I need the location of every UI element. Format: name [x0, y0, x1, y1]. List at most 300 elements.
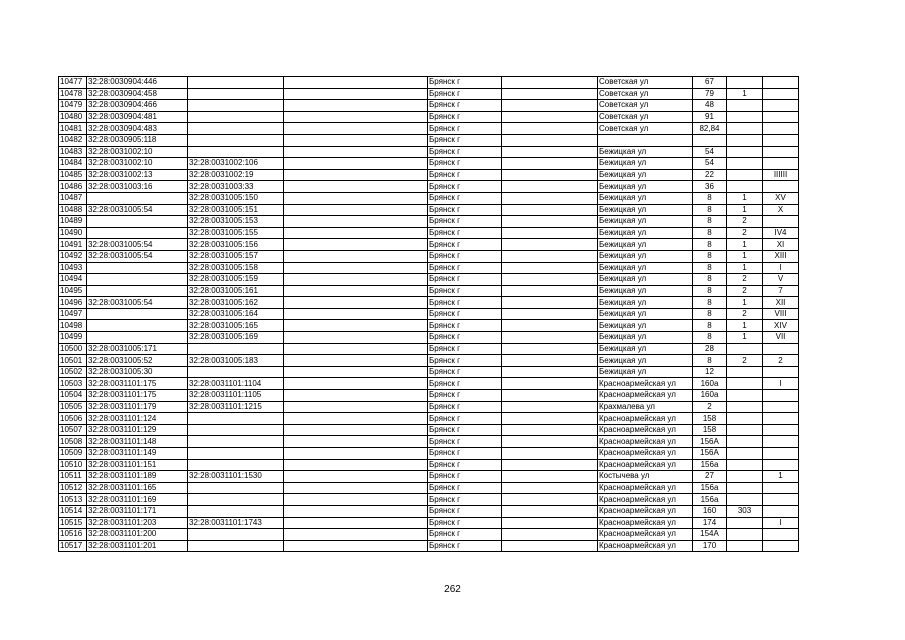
- table-row: [59, 482, 799, 494]
- empty-cell: [284, 448, 428, 460]
- building-number: 1: [727, 204, 763, 216]
- table-row: [59, 262, 799, 274]
- city: Брянск г: [428, 297, 502, 309]
- empty-cell: [502, 123, 598, 135]
- letter: VII: [763, 332, 799, 344]
- table-row: [59, 181, 799, 193]
- letter: [763, 216, 799, 228]
- cadastral-number: [87, 227, 188, 239]
- house-number: 22: [693, 169, 727, 181]
- empty-cell: [502, 424, 598, 436]
- row-id: 10515: [59, 517, 87, 529]
- house-number: 160а: [693, 390, 727, 402]
- street: Бежицкая ул: [598, 355, 693, 367]
- building-number: 1: [727, 320, 763, 332]
- letter: XIV: [763, 320, 799, 332]
- city: Брянск г: [428, 158, 502, 170]
- street: Советская ул: [598, 111, 693, 123]
- building-number: [727, 482, 763, 494]
- building-number: 2: [727, 308, 763, 320]
- street: Красноармейская ул: [598, 413, 693, 425]
- row-id: 10487: [59, 192, 87, 204]
- empty-cell: [284, 413, 428, 425]
- building-cadastral-number: 32:28:0031005:162: [188, 297, 284, 309]
- city: Брянск г: [428, 436, 502, 448]
- street: Бежицкая ул: [598, 158, 693, 170]
- empty-cell: [284, 505, 428, 517]
- city: Брянск г: [428, 262, 502, 274]
- city: Брянск г: [428, 471, 502, 483]
- empty-cell: [502, 111, 598, 123]
- letter: 1: [763, 471, 799, 483]
- city: Брянск г: [428, 459, 502, 471]
- table-row: [59, 285, 799, 297]
- row-id: 10478: [59, 88, 87, 100]
- empty-cell: [284, 355, 428, 367]
- empty-cell: [502, 192, 598, 204]
- row-id: 10484: [59, 158, 87, 170]
- letter: V: [763, 274, 799, 286]
- cadastral-number: [87, 262, 188, 274]
- row-id: 10499: [59, 332, 87, 344]
- empty-cell: [284, 239, 428, 251]
- street: Бежицкая ул: [598, 262, 693, 274]
- row-id: 10485: [59, 169, 87, 181]
- letter: [763, 529, 799, 541]
- street: Красноармейская ул: [598, 494, 693, 506]
- house-number: 54: [693, 146, 727, 158]
- cadastral-number: 32:28:0031005:171: [87, 343, 188, 355]
- house-number: 158: [693, 413, 727, 425]
- row-id: 10482: [59, 134, 87, 146]
- building-number: [727, 146, 763, 158]
- house-number: 160а: [693, 378, 727, 390]
- house-number: 8: [693, 308, 727, 320]
- house-number: 8: [693, 239, 727, 251]
- city: Брянск г: [428, 343, 502, 355]
- street: Советская ул: [598, 77, 693, 89]
- building-cadastral-number: [188, 123, 284, 135]
- house-number: 174: [693, 517, 727, 529]
- row-id: 10491: [59, 239, 87, 251]
- empty-cell: [502, 332, 598, 344]
- row-id: 10486: [59, 181, 87, 193]
- cadastral-number: 32:28:0031101:148: [87, 436, 188, 448]
- letter: [763, 540, 799, 552]
- table-row: [59, 390, 799, 402]
- letter: [763, 436, 799, 448]
- building-number: 1: [727, 239, 763, 251]
- letter: [763, 505, 799, 517]
- street: Красноармейская ул: [598, 505, 693, 517]
- table-row: [59, 320, 799, 332]
- building-number: 1: [727, 262, 763, 274]
- letter: [763, 146, 799, 158]
- empty-cell: [284, 494, 428, 506]
- street: Бежицкая ул: [598, 297, 693, 309]
- building-cadastral-number: 32:28:0031005:169: [188, 332, 284, 344]
- city: Брянск г: [428, 100, 502, 112]
- empty-cell: [284, 181, 428, 193]
- empty-cell: [502, 158, 598, 170]
- registry-table: [58, 76, 799, 552]
- street: Красноармейская ул: [598, 378, 693, 390]
- letter: [763, 494, 799, 506]
- cadastral-number: 32:28:0031101:179: [87, 401, 188, 413]
- letter: 7: [763, 285, 799, 297]
- empty-cell: [502, 274, 598, 286]
- cadastral-number: [87, 320, 188, 332]
- letter: XV: [763, 192, 799, 204]
- letter: I: [763, 262, 799, 274]
- building-number: 303: [727, 505, 763, 517]
- building-number: 2: [727, 274, 763, 286]
- table-row: [59, 77, 799, 89]
- house-number: 8: [693, 297, 727, 309]
- empty-cell: [284, 146, 428, 158]
- city: Брянск г: [428, 308, 502, 320]
- row-id: 10509: [59, 448, 87, 460]
- cadastral-number: 32:28:0031101:129: [87, 424, 188, 436]
- empty-cell: [502, 169, 598, 181]
- building-number: [727, 123, 763, 135]
- building-number: [727, 459, 763, 471]
- table-row: [59, 297, 799, 309]
- row-id: 10489: [59, 216, 87, 228]
- city: Брянск г: [428, 401, 502, 413]
- cadastral-number: 32:28:0031003:16: [87, 181, 188, 193]
- building-number: [727, 343, 763, 355]
- empty-cell: [284, 459, 428, 471]
- empty-cell: [284, 297, 428, 309]
- empty-cell: [502, 227, 598, 239]
- letter: [763, 366, 799, 378]
- empty-cell: [502, 77, 598, 89]
- cadastral-number: 32:28:0031005:52: [87, 355, 188, 367]
- table-row: [59, 250, 799, 262]
- empty-cell: [502, 308, 598, 320]
- city: Брянск г: [428, 332, 502, 344]
- letter: [763, 123, 799, 135]
- building-cadastral-number: 32:28:0031002:106: [188, 158, 284, 170]
- building-number: [727, 134, 763, 146]
- building-cadastral-number: [188, 413, 284, 425]
- cadastral-number: 32:28:0030904:446: [87, 77, 188, 89]
- empty-cell: [502, 401, 598, 413]
- cadastral-number: 32:28:0031002:13: [87, 169, 188, 181]
- building-number: [727, 540, 763, 552]
- table-row: [59, 424, 799, 436]
- cadastral-number: 32:28:0031101:201: [87, 540, 188, 552]
- cadastral-number: 32:28:0030904:483: [87, 123, 188, 135]
- house-number: 54: [693, 158, 727, 170]
- empty-cell: [502, 297, 598, 309]
- building-cadastral-number: 32:28:0031101:1530: [188, 471, 284, 483]
- row-id: 10493: [59, 262, 87, 274]
- street: Красноармейская ул: [598, 436, 693, 448]
- street: Красноармейская ул: [598, 540, 693, 552]
- street: Крахмалева ул: [598, 401, 693, 413]
- empty-cell: [284, 378, 428, 390]
- house-number: 12: [693, 366, 727, 378]
- empty-cell: [284, 424, 428, 436]
- cadastral-number: 32:28:0031002:10: [87, 158, 188, 170]
- letter: XII: [763, 297, 799, 309]
- building-number: 1: [727, 297, 763, 309]
- empty-cell: [284, 77, 428, 89]
- building-number: [727, 471, 763, 483]
- building-cadastral-number: [188, 424, 284, 436]
- building-number: [727, 448, 763, 460]
- building-cadastral-number: 32:28:0031005:164: [188, 308, 284, 320]
- table-row: [59, 111, 799, 123]
- row-id: 10513: [59, 494, 87, 506]
- empty-cell: [284, 471, 428, 483]
- house-number: 2: [693, 401, 727, 413]
- table-row: [59, 227, 799, 239]
- cadastral-number: 32:28:0031005:54: [87, 204, 188, 216]
- row-id: 10502: [59, 366, 87, 378]
- house-number: 156а: [693, 482, 727, 494]
- table-row: [59, 239, 799, 251]
- cadastral-number: [87, 216, 188, 228]
- building-cadastral-number: [188, 494, 284, 506]
- empty-cell: [284, 216, 428, 228]
- row-id: 10480: [59, 111, 87, 123]
- empty-cell: [502, 436, 598, 448]
- building-number: 1: [727, 192, 763, 204]
- empty-cell: [502, 413, 598, 425]
- building-cadastral-number: [188, 134, 284, 146]
- cadastral-number: [87, 308, 188, 320]
- row-id: 10505: [59, 401, 87, 413]
- street: [598, 134, 693, 146]
- house-number: 8: [693, 320, 727, 332]
- street: Бежицкая ул: [598, 192, 693, 204]
- empty-cell: [284, 390, 428, 402]
- city: Брянск г: [428, 216, 502, 228]
- registry-table-body: [59, 77, 799, 552]
- street: Бежицкая ул: [598, 320, 693, 332]
- building-number: 2: [727, 285, 763, 297]
- empty-cell: [502, 448, 598, 460]
- empty-cell: [502, 366, 598, 378]
- house-number: 8: [693, 332, 727, 344]
- row-id: 10514: [59, 505, 87, 517]
- building-cadastral-number: [188, 77, 284, 89]
- building-cadastral-number: [188, 540, 284, 552]
- street: Советская ул: [598, 123, 693, 135]
- house-number: 156А: [693, 436, 727, 448]
- empty-cell: [284, 529, 428, 541]
- cadastral-number: 32:28:0031101:124: [87, 413, 188, 425]
- city: Брянск г: [428, 390, 502, 402]
- table-row: [59, 100, 799, 112]
- empty-cell: [284, 123, 428, 135]
- city: Брянск г: [428, 227, 502, 239]
- city: Брянск г: [428, 169, 502, 181]
- street: Бежицкая ул: [598, 216, 693, 228]
- table-row: [59, 274, 799, 286]
- street: Бежицкая ул: [598, 332, 693, 344]
- cadastral-number: 32:28:0031101:151: [87, 459, 188, 471]
- empty-cell: [502, 505, 598, 517]
- letter: X: [763, 204, 799, 216]
- empty-cell: [284, 436, 428, 448]
- letter: [763, 158, 799, 170]
- row-id: 10517: [59, 540, 87, 552]
- empty-cell: [284, 366, 428, 378]
- empty-cell: [284, 262, 428, 274]
- building-cadastral-number: 32:28:0031101:1105: [188, 390, 284, 402]
- letter: [763, 401, 799, 413]
- building-number: 2: [727, 216, 763, 228]
- empty-cell: [502, 343, 598, 355]
- row-id: 10483: [59, 146, 87, 158]
- building-cadastral-number: 32:28:0031002:19: [188, 169, 284, 181]
- street: Красноармейская ул: [598, 482, 693, 494]
- building-cadastral-number: [188, 111, 284, 123]
- building-number: [727, 401, 763, 413]
- empty-cell: [502, 517, 598, 529]
- street: Красноармейская ул: [598, 529, 693, 541]
- letter: [763, 181, 799, 193]
- street: Бежицкая ул: [598, 250, 693, 262]
- city: Брянск г: [428, 378, 502, 390]
- letter: [763, 343, 799, 355]
- empty-cell: [284, 320, 428, 332]
- city: Брянск г: [428, 355, 502, 367]
- city: Брянск г: [428, 77, 502, 89]
- street: Советская ул: [598, 100, 693, 112]
- building-cadastral-number: 32:28:0031005:157: [188, 250, 284, 262]
- house-number: 82,84: [693, 123, 727, 135]
- table-row: [59, 192, 799, 204]
- street: Бежицкая ул: [598, 285, 693, 297]
- building-number: [727, 111, 763, 123]
- row-id: 10511: [59, 471, 87, 483]
- house-number: 8: [693, 285, 727, 297]
- city: Брянск г: [428, 239, 502, 251]
- letter: VIII: [763, 308, 799, 320]
- house-number: [693, 134, 727, 146]
- empty-cell: [284, 332, 428, 344]
- building-cadastral-number: 32:28:0031005:165: [188, 320, 284, 332]
- table-row: [59, 378, 799, 390]
- empty-cell: [502, 216, 598, 228]
- empty-cell: [284, 111, 428, 123]
- building-number: [727, 529, 763, 541]
- cadastral-number: 32:28:0031005:54: [87, 297, 188, 309]
- building-number: [727, 390, 763, 402]
- row-id: 10495: [59, 285, 87, 297]
- street: Бежицкая ул: [598, 146, 693, 158]
- empty-cell: [284, 308, 428, 320]
- building-cadastral-number: 32:28:0031003:33: [188, 181, 284, 193]
- city: Брянск г: [428, 505, 502, 517]
- building-number: [727, 424, 763, 436]
- empty-cell: [502, 320, 598, 332]
- building-cadastral-number: [188, 343, 284, 355]
- city: Брянск г: [428, 366, 502, 378]
- city: Брянск г: [428, 146, 502, 158]
- city: Брянск г: [428, 320, 502, 332]
- city: Брянск г: [428, 123, 502, 135]
- letter: [763, 134, 799, 146]
- house-number: 156а: [693, 459, 727, 471]
- table-row: [59, 355, 799, 367]
- cadastral-number: 32:28:0031101:203: [87, 517, 188, 529]
- row-id: 10494: [59, 274, 87, 286]
- street: Бежицкая ул: [598, 239, 693, 251]
- empty-cell: [284, 227, 428, 239]
- city: Брянск г: [428, 482, 502, 494]
- building-cadastral-number: [188, 366, 284, 378]
- building-number: [727, 181, 763, 193]
- letter: I: [763, 378, 799, 390]
- empty-cell: [502, 482, 598, 494]
- street: Бежицкая ул: [598, 343, 693, 355]
- city: Брянск г: [428, 413, 502, 425]
- empty-cell: [502, 494, 598, 506]
- table-row: [59, 366, 799, 378]
- empty-cell: [284, 517, 428, 529]
- street: Красноармейская ул: [598, 517, 693, 529]
- building-cadastral-number: [188, 459, 284, 471]
- empty-cell: [502, 181, 598, 193]
- building-number: 1: [727, 88, 763, 100]
- empty-cell: [284, 134, 428, 146]
- letter: IIIIII: [763, 169, 799, 181]
- building-cadastral-number: 32:28:0031005:155: [188, 227, 284, 239]
- building-cadastral-number: [188, 529, 284, 541]
- row-id: 10479: [59, 100, 87, 112]
- city: Брянск г: [428, 88, 502, 100]
- cadastral-number: 32:28:0030904:481: [87, 111, 188, 123]
- table-row: [59, 332, 799, 344]
- empty-cell: [284, 158, 428, 170]
- street: Красноармейская ул: [598, 390, 693, 402]
- empty-cell: [284, 343, 428, 355]
- building-number: 1: [727, 250, 763, 262]
- city: Брянск г: [428, 448, 502, 460]
- table-row: [59, 540, 799, 552]
- house-number: 36: [693, 181, 727, 193]
- city: Брянск г: [428, 529, 502, 541]
- empty-cell: [502, 146, 598, 158]
- building-number: [727, 366, 763, 378]
- empty-cell: [284, 274, 428, 286]
- street: Бежицкая ул: [598, 169, 693, 181]
- row-id: 10507: [59, 424, 87, 436]
- row-id: 10500: [59, 343, 87, 355]
- table-row: [59, 216, 799, 228]
- building-cadastral-number: 32:28:0031005:156: [188, 239, 284, 251]
- city: Брянск г: [428, 517, 502, 529]
- cadastral-number: 32:28:0031101:171: [87, 505, 188, 517]
- table-row: [59, 494, 799, 506]
- empty-cell: [284, 100, 428, 112]
- table-row: [59, 459, 799, 471]
- row-id: 10506: [59, 413, 87, 425]
- empty-cell: [502, 88, 598, 100]
- empty-cell: [502, 390, 598, 402]
- house-number: 67: [693, 77, 727, 89]
- letter: [763, 77, 799, 89]
- street: Бежицкая ул: [598, 366, 693, 378]
- street: Бежицкая ул: [598, 181, 693, 193]
- cadastral-number: 32:28:0031002:10: [87, 146, 188, 158]
